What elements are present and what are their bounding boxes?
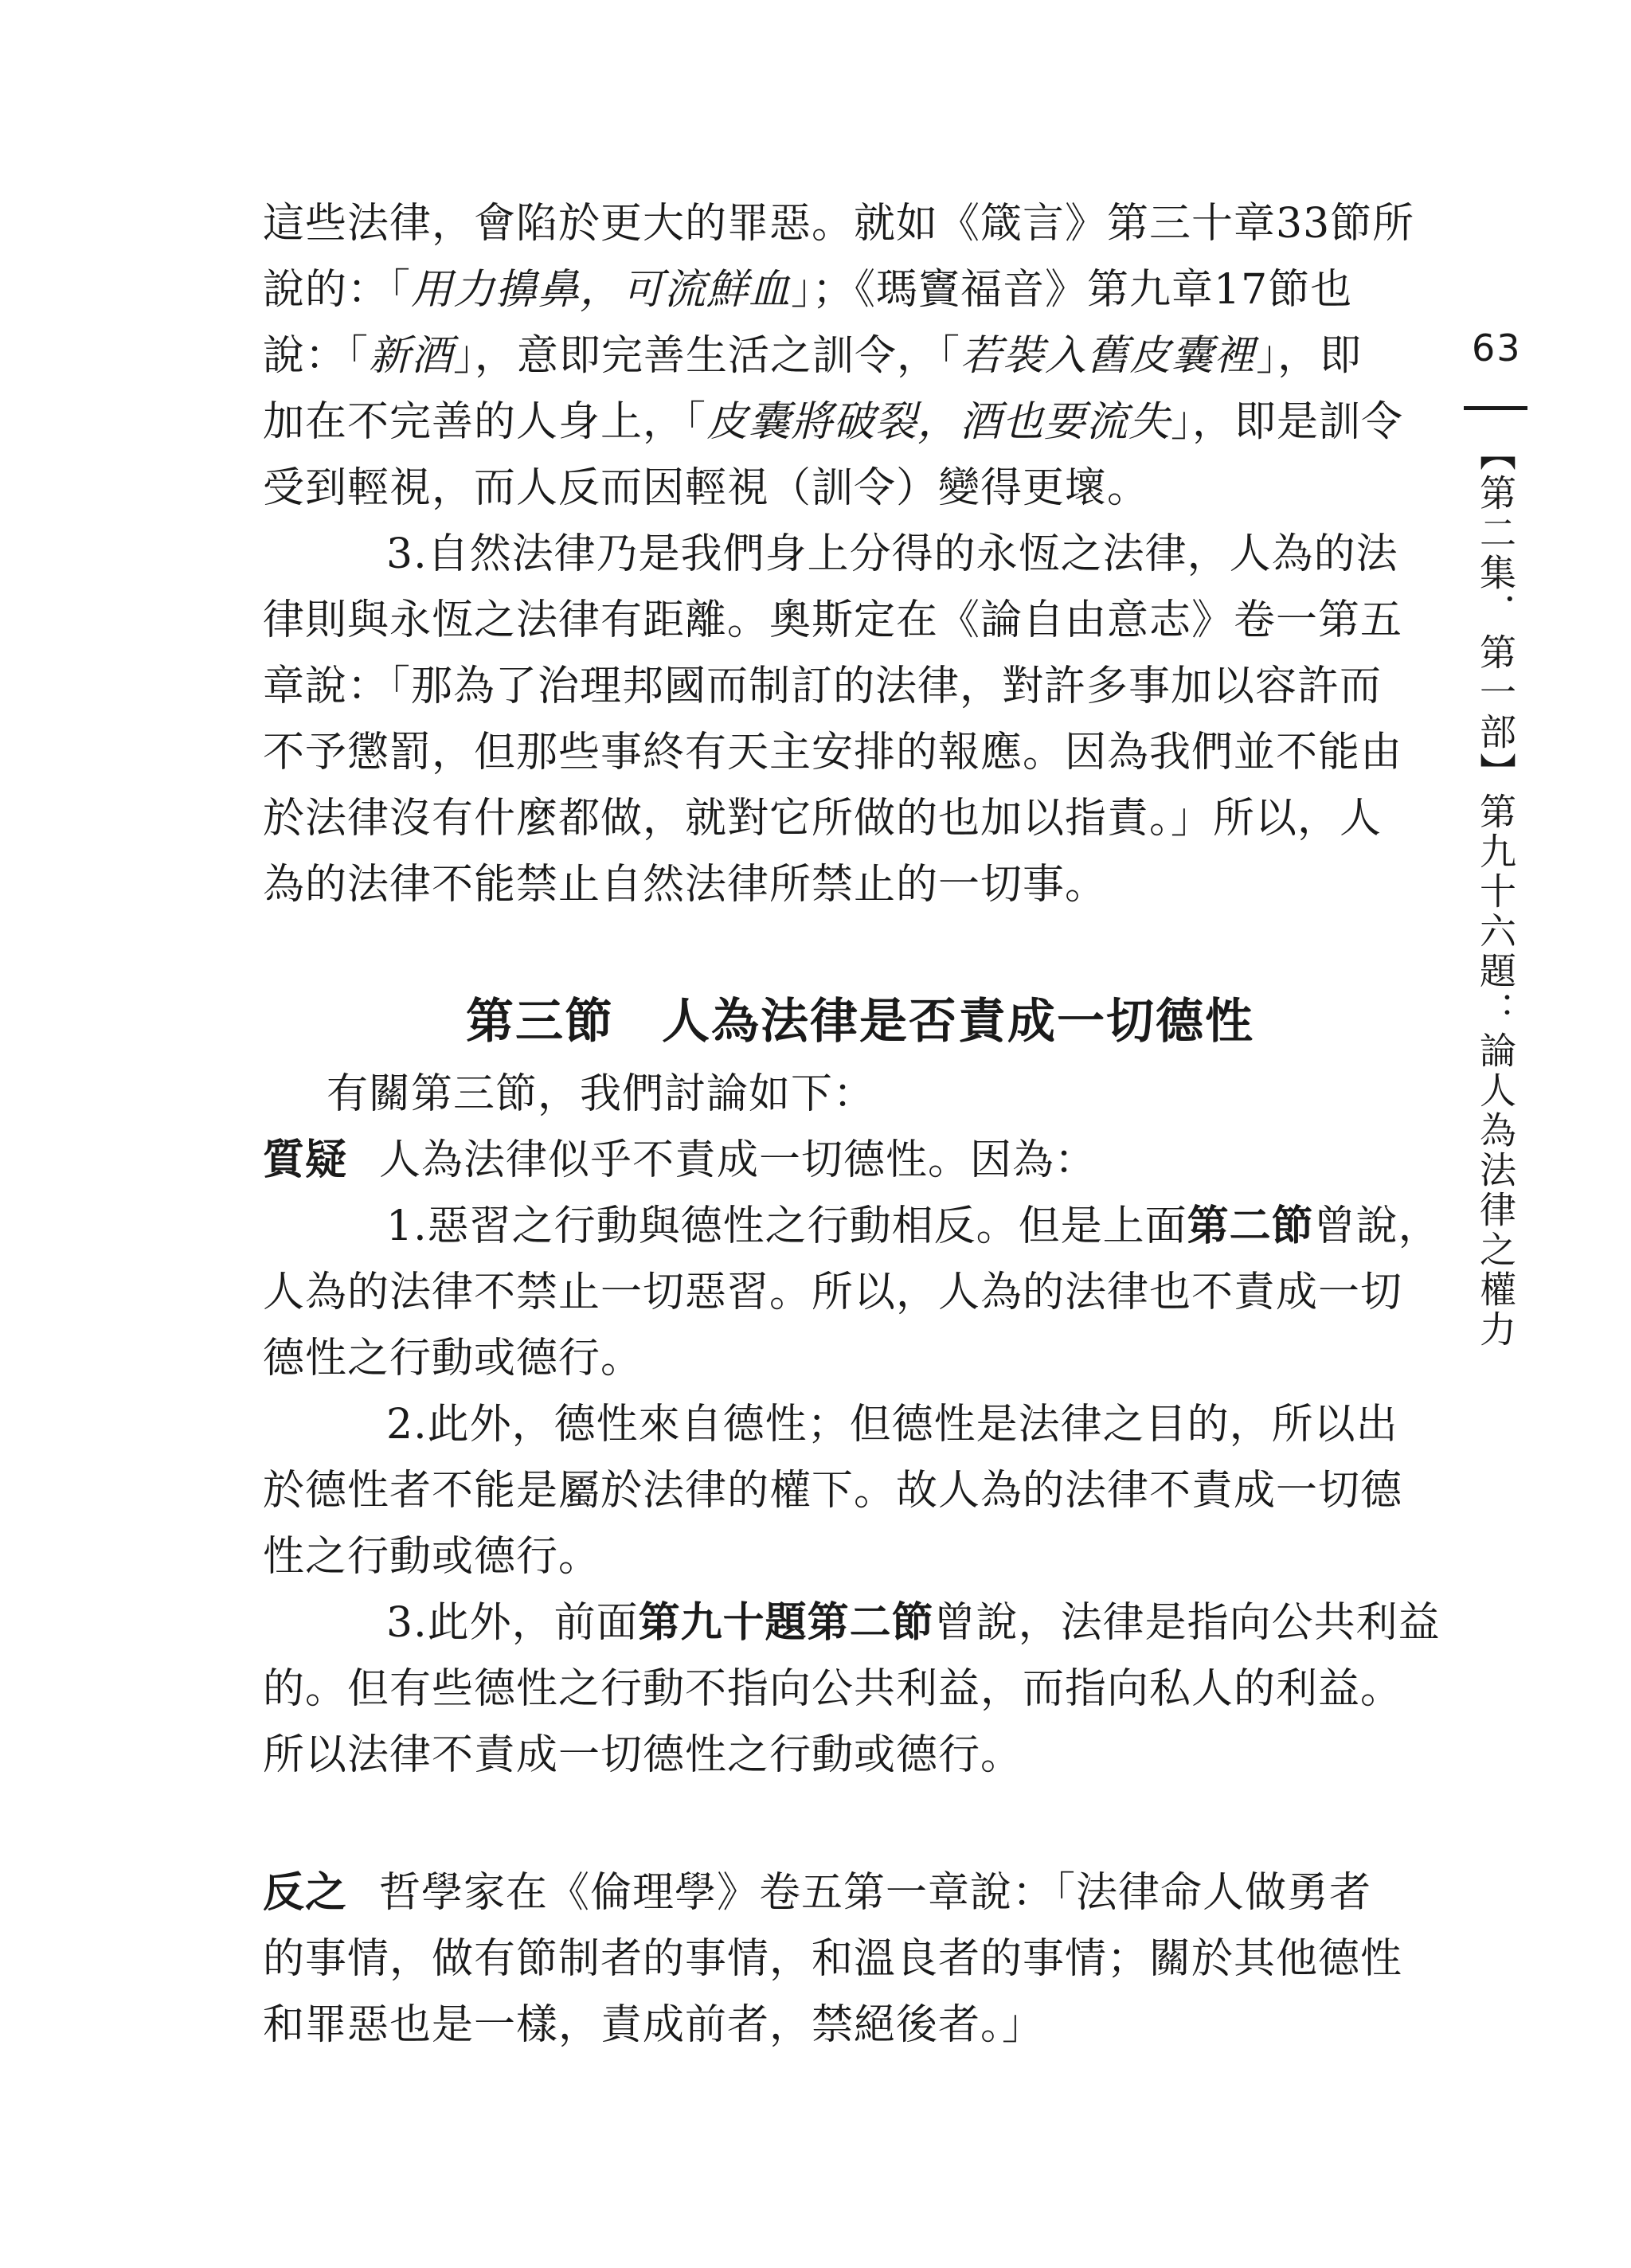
text-line: 這些法律，會陷於更大的罪惡。就如《箴言》第三十章33節所 <box>263 200 1415 248</box>
text-line: 的。但有些德性之行動不指向公共利益，而指向私人的利益。 <box>263 1665 1403 1713</box>
running-title: 【第二集．第一部】第九十六題：論人為法律之權力 <box>1474 434 1517 1350</box>
text-line: 不予懲罰，但那些事終有天主安排的報應。因為我們並不能由 <box>263 729 1403 776</box>
text-line: 性之行動或德行。 <box>263 1533 601 1581</box>
page-number: 63 <box>1472 327 1522 370</box>
text-line: 章說：「那為了治理邦國而制訂的法律，對許多事加以容許而 <box>263 663 1383 710</box>
text-line: 的事情，做有節制者的事情，和溫良者的事情；關於其他德性 <box>263 1935 1403 1983</box>
main-text <box>263 191 1441 2059</box>
text-line: 於法律沒有什麼都做，就對它所做的也加以指責。」所以，人 <box>263 795 1383 843</box>
text-line: 和罪惡也是一樣，責成前者，禁絕後者。」 <box>263 2001 1045 2049</box>
text-line: 加在不完善的人身上，「皮囊將破裂，酒也要流失」，即是訓令 <box>263 398 1404 446</box>
spacer <box>263 1789 1418 1860</box>
text-line: 律則與永恆之法律有距離。奧斯定在《論自由意志》卷一第五 <box>263 596 1403 644</box>
cross-reference: 第二節 <box>1187 1202 1314 1250</box>
text-line: 說的：「用力擤鼻，可流鮮血」；《瑪竇福音》第九章17節也 <box>263 266 1353 314</box>
section-heading <box>263 982 1418 1062</box>
quotation: 新酒 <box>369 332 454 380</box>
sidebar-rule <box>1464 406 1527 410</box>
section-heading-title: 人為法律是否責成一切德性 <box>662 994 1254 1050</box>
text-line: 人為的法律不禁止一切惡習。所以，人為的法律也不責成一切 <box>263 1269 1403 1316</box>
text-line: 於德性者不能是屬於法律的權下。故人為的法律不責成一切德 <box>263 1467 1403 1515</box>
spacer <box>263 918 1418 982</box>
contrary-label: 反之 <box>263 1869 348 1917</box>
quotation: 皮囊將破裂，酒也要流失 <box>706 398 1171 446</box>
text-line: 1.惡習之行動與德性之行動相反。但是上面第二節曾說， <box>386 1202 1441 1250</box>
text-line: 所以法律不責成一切德性之行動或德行。 <box>263 1731 1023 1779</box>
contrary-line: 反之 哲學家在《倫理學》卷五第一章說：「法律命人做勇者 <box>263 1869 1372 1917</box>
section-heading-label: 第三節 <box>466 994 614 1050</box>
quotation: 用力擤鼻，可流鮮血 <box>411 266 792 314</box>
text-line: 受到輕視，而人反而因輕視（訓令）變得更壞。 <box>263 464 1150 512</box>
text-line: 說：「新酒」，意即完善生活之訓令，「若裝入舊皮囊裡」，即 <box>263 332 1363 380</box>
text-line: 3.自然法律乃是我們身上分得的永恆之法律，人為的法 <box>386 530 1398 578</box>
section-intro: 有關第三節，我們討論如下： <box>327 1070 876 1118</box>
objection-label: 質疑 <box>263 1136 348 1184</box>
text-line: 為的法律不能禁止自然法律所禁止的一切事。 <box>263 861 1108 909</box>
text-line: 德性之行動或德行。 <box>263 1335 643 1382</box>
text-line: 3.此外，前面第九十題第二節曾說，法律是指向公共利益 <box>386 1599 1441 1647</box>
text-line: 2.此外，德性來自德性；但德性是法律之目的，所以出 <box>386 1401 1398 1449</box>
quotation: 若裝入舊皮囊裡 <box>960 332 1257 380</box>
objection-line: 質疑 人為法律似乎不責成一切德性。因為： <box>263 1136 1097 1184</box>
cross-reference: 第九十題第二節 <box>638 1599 934 1647</box>
